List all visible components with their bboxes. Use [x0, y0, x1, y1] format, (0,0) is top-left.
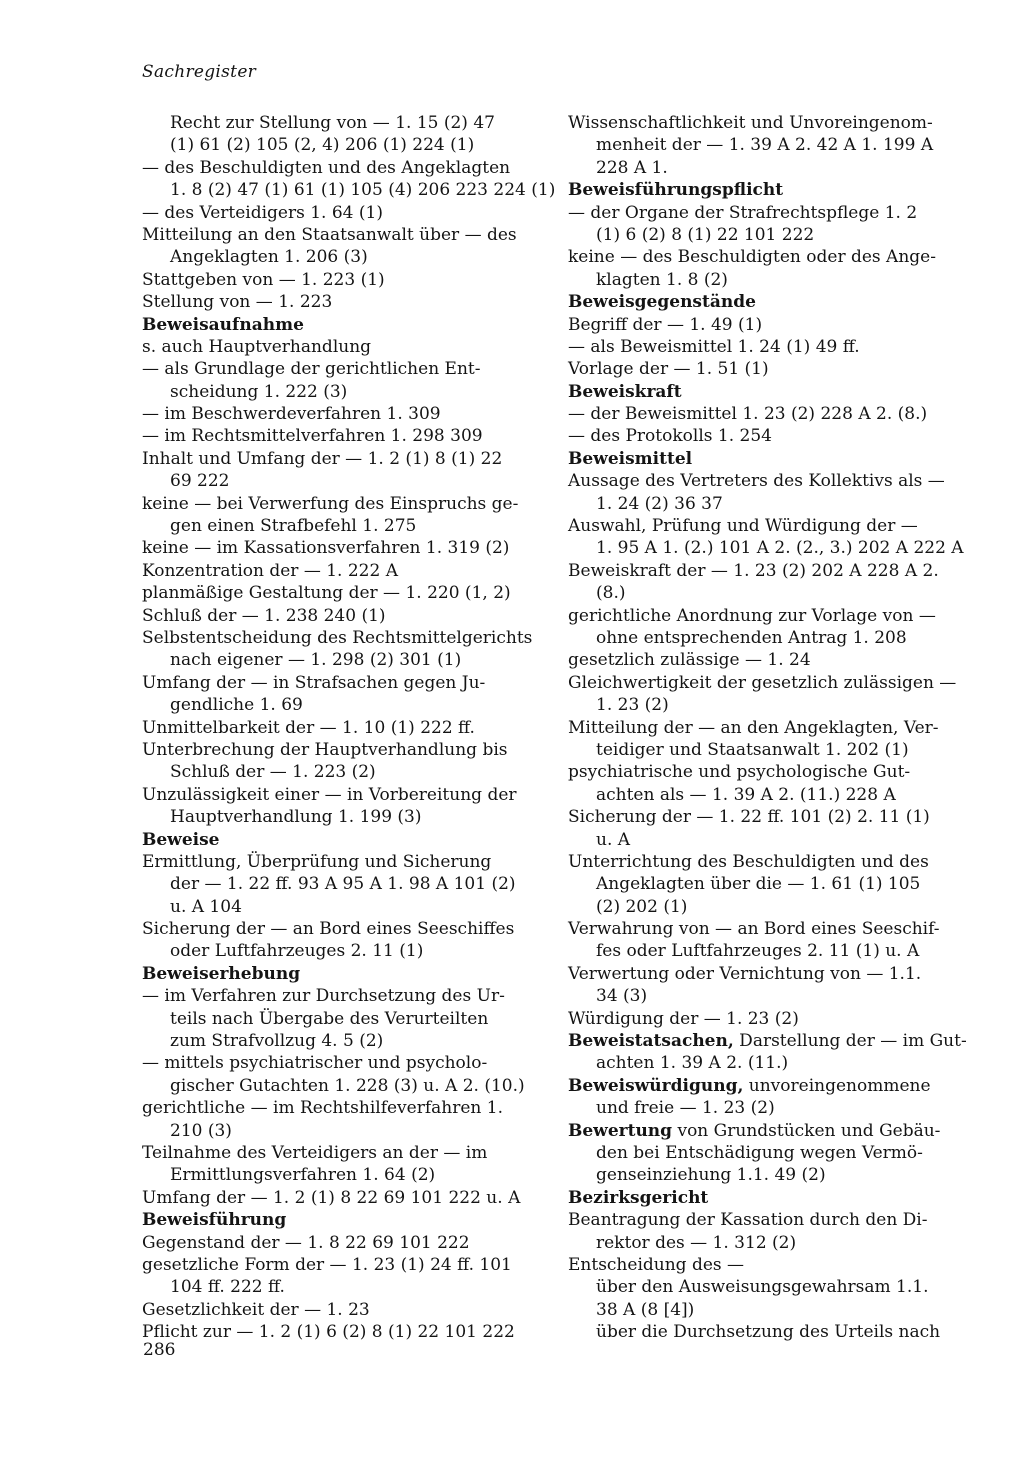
index-entry-line: [568, 1120, 968, 1142]
index-entry-line: — als Beweismittel 1. 24 (1) 49 ff.: [568, 336, 860, 357]
index-heading: Beweisaufnahme: [142, 314, 304, 335]
index-entry-rest: von Grundstücken und Gebäu-: [672, 1120, 941, 1141]
index-entry-line: gesetzliche Form der — 1. 23 (1) 24 ff. 101: [142, 1254, 512, 1275]
index-entry-line: Inhalt und Umfang der — 1. 2 (1) 8 (1) 22: [142, 448, 503, 469]
index-entry-line: genseinziehung 1.1. 49 (2): [596, 1165, 826, 1186]
index-entry-line: gerichtliche Anordnung zur Vorlage von —: [568, 605, 936, 626]
index-entry-line: 228 A 1.: [596, 157, 668, 178]
index-entry-line: Hauptverhandlung 1. 199 (3): [170, 807, 422, 828]
index-heading: Beweiskraft: [568, 381, 682, 402]
index-entry-line: (1) 6 (2) 8 (1) 22 101 222: [596, 224, 815, 245]
index-entry-line: zum Strafvollzug 4. 5 (2): [170, 1031, 384, 1052]
index-entry-line: psychiatrische und psychologische Gut-: [568, 762, 911, 783]
index-entry-line: Umfang der — 1. 2 (1) 8 22 69 101 222 u. A: [142, 1187, 521, 1208]
index-entry-line: (1) 61 (2) 105 (2, 4) 206 (1) 224 (1): [170, 135, 475, 156]
index-entry-line: gendliche 1. 69: [170, 695, 303, 716]
index-entry-line: Beweiskraft der — 1. 23 (2) 202 A 228 A 2.: [568, 560, 939, 581]
index-entry-line: gerichtliche — im Rechtshilfeverfahren 1.: [142, 1098, 503, 1119]
index-entry-line: und freie — 1. 23 (2): [596, 1098, 775, 1119]
index-entry-line: 34 (3): [596, 986, 648, 1007]
index-entry-line: keine — bei Verwerfung des Einspruchs ge-: [142, 493, 519, 514]
index-entry-line: der — 1. 22 ff. 93 A 95 A 1. 98 A 101 (2): [170, 874, 516, 895]
index-entry-line: Ermittlung, Überprüfung und Sicherung: [142, 851, 492, 872]
index-entry-line: — der Beweismittel 1. 23 (2) 228 A 2. (8.): [568, 404, 928, 425]
index-entry-line: Vorlage der — 1. 51 (1): [568, 359, 769, 380]
index-entry-line: Beantragung der Kassation durch den Di-: [568, 1210, 928, 1231]
index-entry-line: achten als — 1. 39 A 2. (11.) 228 A: [596, 784, 896, 805]
index-entry-line: (8.): [596, 583, 626, 604]
index-entry-line: Aussage des Vertreters des Kollektivs als —: [568, 471, 945, 492]
index-entry-line: über den Ausweisungsgewahrsam 1.1.: [596, 1277, 929, 1298]
index-entry-line: Konzentration der — 1. 222 A: [142, 560, 398, 581]
index-heading: Bezirksgericht: [568, 1187, 709, 1208]
index-entry-line: — mittels psychiatrischer und psycholo-: [142, 1053, 488, 1074]
index-entry-line: [568, 1075, 968, 1097]
index-entry-line: u. A 104: [170, 896, 242, 917]
index-entry-line: Angeklagten über die — 1. 61 (1) 105: [596, 874, 921, 895]
index-entry-line: ohne entsprechenden Antrag 1. 208: [596, 627, 907, 648]
index-entry-line: Begriff der — 1. 49 (1): [568, 314, 763, 335]
index-entry-line: klagten 1. 8 (2): [596, 269, 728, 290]
index-entry-line: Mitteilung an den Staatsanwalt über — des: [142, 224, 517, 245]
index-entry-line: den bei Entschädigung wegen Vermö-: [596, 1142, 923, 1163]
index-entry-line: — als Grundlage der gerichtlichen Ent-: [142, 359, 481, 380]
index-entry-line: 1. 23 (2): [596, 695, 669, 716]
index-entry-line: über die Durchsetzung des Urteils nach: [596, 1322, 941, 1343]
index-entry-line: Umfang der — in Strafsachen gegen Ju-: [142, 672, 486, 693]
index-entry-line: 1. 95 A 1. (2.) 101 A 2. (2., 3.) 202 A 222 A: [596, 538, 964, 559]
index-entry-line: rektor des — 1. 312 (2): [596, 1232, 797, 1253]
index-entry-line: 1. 24 (2) 36 37: [596, 493, 723, 514]
index-heading: Beweisführung: [142, 1210, 287, 1231]
index-entry-line: keine — im Kassationsverfahren 1. 319 (2): [142, 538, 510, 559]
index-column-right: [568, 112, 968, 1343]
index-entry-line: oder Luftfahrzeuges 2. 11 (1): [170, 941, 424, 962]
index-entry-line: scheidung 1. 222 (3): [170, 381, 348, 402]
index-entry-line: Gesetzlichkeit der — 1. 23: [142, 1299, 370, 1320]
index-entry-line: teidiger und Staatsanwalt 1. 202 (1): [596, 739, 909, 760]
index-entry-line: — der Organe der Strafrechtspflege 1. 2: [568, 202, 918, 223]
index-entry-line: 104 ff. 222 ff.: [170, 1277, 285, 1298]
index-entry-line: Unterbrechung der Hauptverhandlung bis: [142, 739, 508, 760]
index-heading: Beweismittel: [568, 448, 693, 469]
index-entry-line: — im Verfahren zur Durchsetzung des Ur-: [142, 986, 505, 1007]
index-entry-line: Schluß der — 1. 238 240 (1): [142, 605, 386, 626]
index-heading: Beweisführungspflicht: [568, 180, 784, 201]
index-entry-line: Unzulässigkeit einer — in Vorbereitung der: [142, 784, 517, 805]
index-entry-line: nach eigener — 1. 298 (2) 301 (1): [170, 650, 462, 671]
index-entry-line: — des Protokolls 1. 254: [568, 426, 772, 447]
index-heading-term: Beweiswürdigung,: [568, 1075, 744, 1096]
index-entry-line: Unmittelbarkeit der — 1. 10 (1) 222 ff.: [142, 717, 475, 738]
index-entry-line: (2) 202 (1): [596, 896, 688, 917]
index-entry-line: Stattgeben von — 1. 223 (1): [142, 269, 385, 290]
index-entry-line: Schluß der — 1. 223 (2): [170, 762, 376, 783]
index-entry-line: Mitteilung der — an den Angeklagten, Ver-: [568, 717, 939, 738]
index-entry-line: Selbstentscheidung des Rechtsmittelgerichts: [142, 627, 533, 648]
index-entry-line: planmäßige Gestaltung der — 1. 220 (1, 2): [142, 583, 511, 604]
index-entry-line: gischer Gutachten 1. 228 (3) u. A 2. (10.): [170, 1075, 525, 1096]
index-entry-line: gesetzlich zulässige — 1. 24: [568, 650, 811, 671]
index-entry-line: 210 (3): [170, 1120, 232, 1141]
index-heading-term: Bewertung: [568, 1120, 673, 1141]
index-entry-line: Gegenstand der — 1. 8 22 69 101 222: [142, 1232, 470, 1253]
index-entry-line: — des Beschuldigten und des Angeklagten: [142, 157, 511, 178]
index-entry-line: Pflicht zur — 1. 2 (1) 6 (2) 8 (1) 22 101 222: [142, 1322, 515, 1343]
index-entry-line: — im Beschwerdeverfahren 1. 309: [142, 404, 441, 425]
index-entry-line: Verwahrung von — an Bord eines Seeschif-: [568, 919, 940, 940]
index-entry-line: — im Rechtsmittelverfahren 1. 298 309: [142, 426, 483, 447]
index-column-left: [142, 112, 556, 1343]
index-entry-line: 1. 8 (2) 47 (1) 61 (1) 105 (4) 206 223 224 (1): [170, 180, 556, 201]
index-entry-line: — des Verteidigers 1. 64 (1): [142, 202, 383, 223]
index-entry-line: s. auch Hauptverhandlung: [142, 336, 372, 357]
index-entry-line: [568, 1030, 968, 1052]
index-entry-line: teils nach Übergabe des Verurteilten: [170, 1008, 489, 1029]
index-entry-line: Ermittlungsverfahren 1. 64 (2): [170, 1165, 436, 1186]
index-entry-line: Wissenschaftlichkeit und Unvoreingenom-: [568, 113, 933, 133]
index-heading-term: Beweistatsachen,: [568, 1031, 734, 1052]
index-entry-line: Unterrichtung des Beschuldigten und des: [568, 851, 929, 872]
index-heading: Beweisgegenstände: [568, 292, 756, 313]
index-heading: Beweiserhebung: [142, 963, 301, 984]
index-entry-line: 38 A (8 [4]): [596, 1299, 695, 1320]
index-entry-line: Sicherung der — 1. 22 ff. 101 (2) 2. 11 (1): [568, 807, 930, 828]
index-entry-rest: unvoreingenommene: [743, 1075, 931, 1096]
index-entry-line: achten 1. 39 A 2. (11.): [596, 1053, 789, 1074]
index-entry-line: Gleichwertigkeit der gesetzlich zulässigen —: [568, 672, 957, 693]
index-heading: Beweise: [142, 829, 220, 850]
index-entry-line: Teilnahme des Verteidigers an der — im: [142, 1142, 488, 1163]
index-entry-line: Sicherung der — an Bord eines Seeschiffes: [142, 919, 515, 940]
page-number: 286: [143, 1340, 176, 1360]
index-entry-line: Recht zur Stellung von — 1. 15 (2) 47: [170, 113, 495, 133]
index-entry-line: Entscheidung des —: [568, 1254, 745, 1275]
index-entry-line: gen einen Strafbefehl 1. 275: [170, 516, 417, 537]
index-entry-line: Angeklagten 1. 206 (3): [170, 247, 368, 268]
index-entry-rest: Darstellung der — im Gut-: [733, 1031, 967, 1052]
index-entry-line: Würdigung der — 1. 23 (2): [568, 1008, 799, 1029]
index-entry-line: u. A: [596, 829, 631, 850]
index-entry-line: Auswahl, Prüfung und Würdigung der —: [568, 516, 918, 537]
index-entry-line: Stellung von — 1. 223: [142, 292, 333, 313]
running-header: Sachregister: [142, 62, 257, 82]
index-entry-line: menheit der — 1. 39 A 2. 42 A 1. 199 A: [596, 135, 934, 156]
index-entry-line: keine — des Beschuldigten oder des Ange-: [568, 247, 936, 268]
index-entry-line: fes oder Luftfahrzeuges 2. 11 (1) u. A: [596, 941, 920, 962]
index-entry-line: 69 222: [170, 471, 230, 492]
index-entry-line: Verwertung oder Vernichtung von — 1.1.: [568, 963, 922, 984]
